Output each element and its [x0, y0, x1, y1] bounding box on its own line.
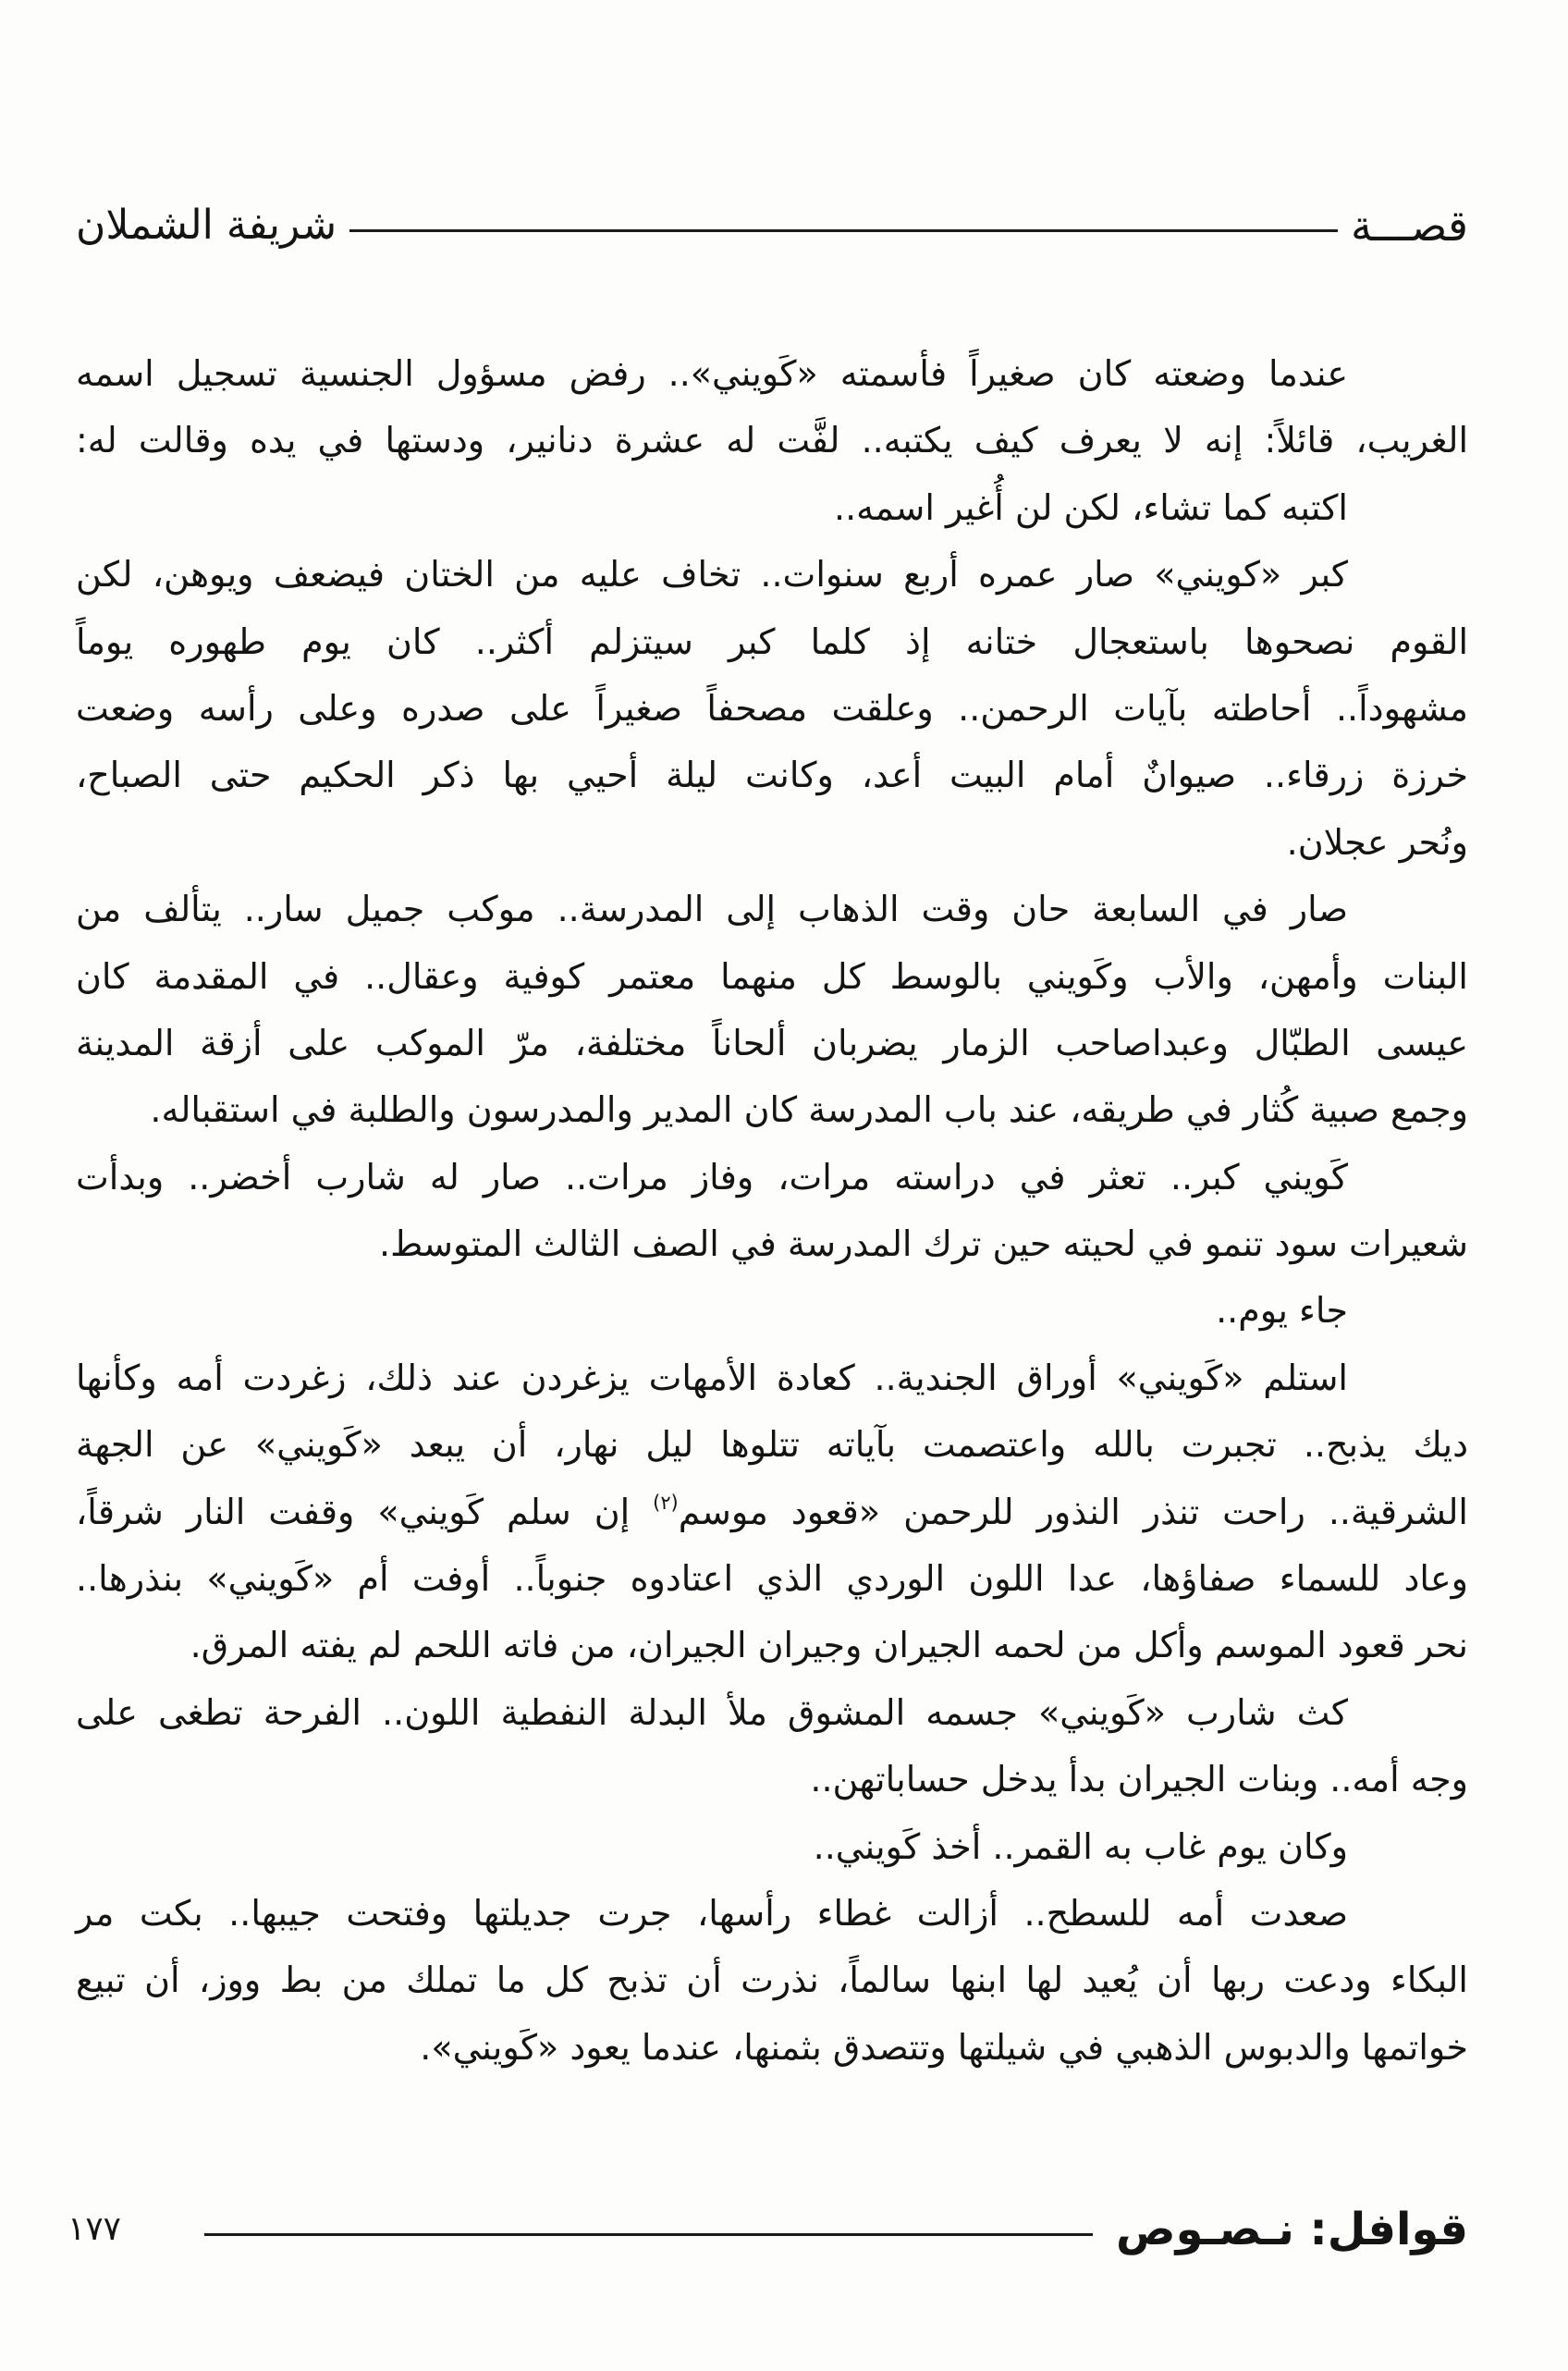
text-line: ونُحر عجلان. [1286, 821, 1468, 863]
page-number: ١٧٧ [67, 2210, 122, 2248]
text-line-with-footnote [76, 1479, 1468, 1545]
text-line: وجه أمه.. وبنات الجيران بدأ يدخل حساباتهن.. [810, 1759, 1468, 1800]
header-rule [349, 229, 1338, 232]
section-label: قصـــة [1351, 201, 1468, 251]
text-line: خرزة زرقاء.. صيوانٌ أمام البيت أعد، وكانت ليلة أحيي بها ذكر الحكيم حتى الصباح، [76, 755, 1468, 796]
text-line: استلم «كَويني» أوراق الجندية.. كعادة الأمهات يزغردن عند ذلك، زغردت أمه وكأنها [76, 1357, 1348, 1398]
paragraph [76, 541, 1468, 876]
text-line: كبر «كويني» صار عمره أربع سنوات.. تخاف عليه من الختان فيضعف ويوهن، لكن [76, 554, 1348, 596]
text-line: اكتبه كما تشاء، لكن لن أُغير اسمه.. [833, 486, 1348, 528]
text-line: خواتمها والدبوس الذهبي في شيلتها وتتصدق بثمنها، عندما يعود «كَويني». [420, 2026, 1468, 2068]
text-line: عيسى الطبّال وعبداصاحب الزمار يضربان ألحاناً مختلفة، مرّ الموكب على أزقة المدينة [76, 1022, 1468, 1063]
author-name: شريفة الشملان [76, 202, 337, 249]
text-line: شعيرات سود تنمو في لحيته حين ترك المدرسة في الصف الثالث المتوسط. [379, 1223, 1468, 1265]
paragraph [76, 1679, 1468, 1813]
paragraph [76, 1880, 1468, 2081]
text-line: صعدت أمه للسطح.. أزالت غطاء رأسها، جرت جديلتها وفتحت جيبها.. بكت مر [76, 1892, 1348, 1934]
paragraph [76, 876, 1468, 1144]
text-line: جاء يوم.. [1216, 1290, 1348, 1332]
line-segment: الشرقية.. راحت تنذر النذور للرحمن «قعود موسم [678, 1491, 1468, 1532]
text-line: وكان يوم غاب به القمر.. أخذ كَويني.. [813, 1825, 1348, 1867]
paragraph [76, 1345, 1468, 1679]
text-line: وجمع صبية كُثار في طريقه، عند باب المدرسة كان المدير والمدرسون والطلبة في استقباله. [150, 1089, 1468, 1131]
story-body [76, 340, 1468, 2081]
text-line: القوم نصحوها باستعجال ختانه إذ كلما كبر سيتزلم أكثر.. كان يوم طهوره يوماً [76, 620, 1468, 662]
paragraph [76, 1277, 1468, 1344]
text-line: عندما وضعته كان صغيراً فأسمته «كَويني».. رفض مسؤول الجنسية تسجيل اسمه [76, 353, 1348, 394]
paragraph [76, 474, 1468, 541]
text-line: الغريب، قائلاً: إنه لا يعرف كيف يكتبه.. لفَّت له عشرة دنانير، ودستها في يده وقالت له: [76, 420, 1468, 461]
text-line: صار في السابعة حان وقت الذهاب إلى المدرسة.. موكب جميل سار.. يتألف من [76, 889, 1348, 930]
page-header [76, 196, 1468, 255]
paragraph [76, 340, 1468, 474]
text-line: كث شارب «كَويني» جسمه المشوق ملأ البدلة النفطية اللون.. الفرحة تطغى على [76, 1691, 1348, 1733]
page-footer [67, 2199, 1468, 2260]
footer-rule [204, 2233, 1093, 2236]
publication-title: قوافل: نـصـوص [1116, 2204, 1468, 2255]
text-line: مشهوداً.. أحاطته بآيات الرحمن.. وعلقت مصحفاً صغيراً على صدره وعلى رأسه وضعت [76, 687, 1468, 729]
text-line: البنات وأمهن، والأب وكَويني بالوسط كل منهما معتمر كوفية وعقال.. في المقدمة كان [76, 955, 1468, 997]
footnote-marker: (٢) [653, 1491, 679, 1514]
text-line: ديك يذبح.. تجبرت بالله واعتصمت بآياته تتلوها ليل نهار، أن يبعد «كَويني» عن الجهة [76, 1424, 1468, 1466]
line-segment: إن سلم كَويني» وقفت النار شرقاً، [76, 1491, 654, 1532]
text-line: البكاء ودعت ربها أن يُعيد لها ابنها سالماً، نذرت أن تذبح كل ما تملك من بط ووز، أن تبيع [76, 1959, 1468, 2001]
text-line: وعاد للسماء صفاؤها، عدا اللون الوردي الذي اعتادوه جنوباً.. أوفت أم «كَويني» بنذرها.. [76, 1558, 1468, 1600]
paragraph [76, 1144, 1468, 1278]
text-line: نحر قعود الموسم وأكل من لحمه الجيران وجيران الجيران، من فاته اللحم لم يفته المرق. [190, 1625, 1468, 1666]
text-line: كَويني كبر.. تعثر في دراسته مرات، وفاز مرات.. صار له شارب أخضر.. وبدأت [76, 1156, 1348, 1198]
paragraph [76, 1813, 1468, 1880]
